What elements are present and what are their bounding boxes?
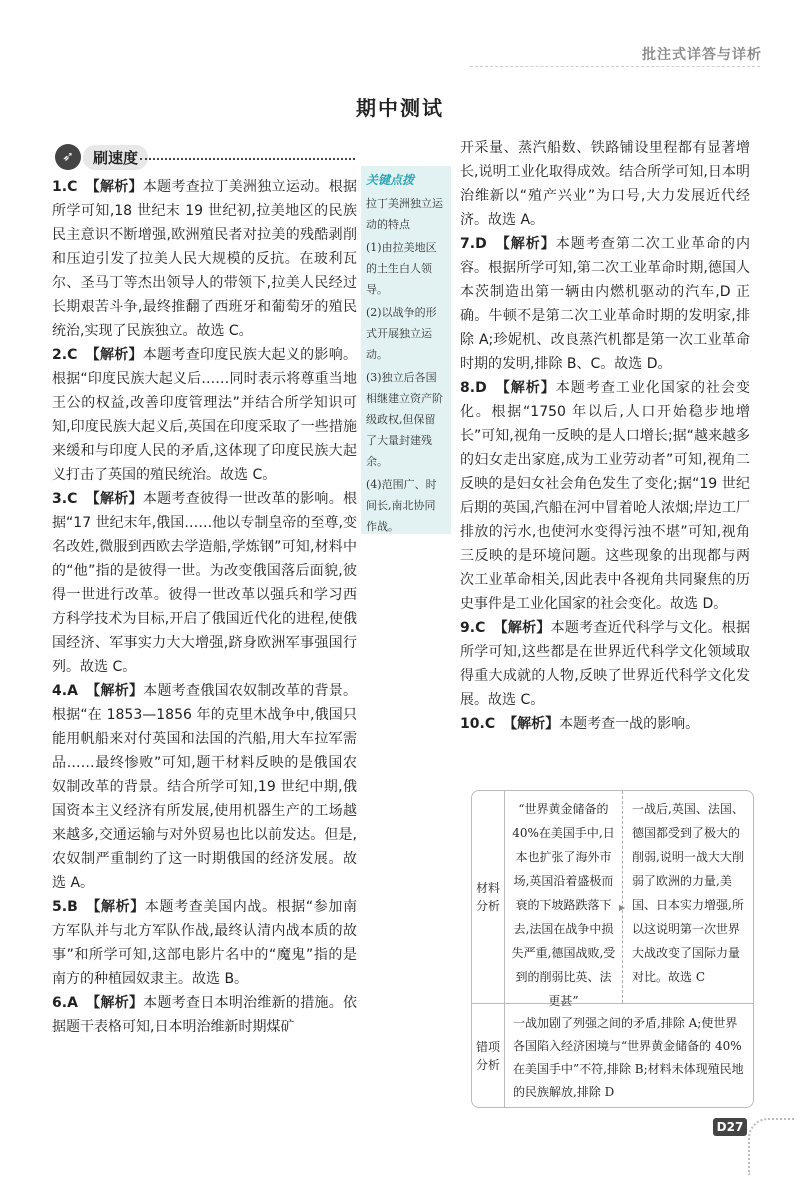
question-number: 5.	[52, 899, 68, 915]
question-text: 本题考查拉丁美洲独立运动。根据所学可知,18 世纪末 19 世纪初,拉美地区的民族民主意识不断增强,欧洲殖民者对拉美的残酷剥削和压迫引发了拉美人民大规模的反抗。在玻利瓦尔、圣马丁等杰出领导人的带领下,拉美人民经过长期艰苦斗争,最终推翻了西班牙和葡萄牙的殖民统治,实现了民族独立。故选 C。	[52, 179, 358, 339]
question-answer: A	[67, 683, 78, 699]
question-answer: C	[67, 179, 78, 195]
key-point-line: (3)独立后各国相继建立资产阶级政权,但保留了大量封建残余。	[366, 371, 443, 468]
page-title: 期中测试	[356, 96, 444, 120]
question-item	[52, 487, 357, 679]
question-number: 3.	[52, 491, 68, 507]
question-text: 本题考查印度民族大起义的影响。根据“印度民族大起义后……同时表示将尊重当地王公的权益,改善印度管理法”并结合所学知识可知,印度民族大起义后,英国在印度采取了一些措施来缓和与印度人民的矛盾,这体现了印度民族大起义打击了英国的殖民统治。故选 C。	[52, 347, 358, 483]
question-number: 6.	[52, 995, 68, 1011]
question-number: 2.	[52, 347, 68, 363]
question-item	[460, 376, 750, 616]
wrong-options-text: 一战加剧了列强之间的矛盾,排除 A;使世界各国陷入经济困境与“世界黄金储备的 40%在美国手中”不符,排除 B;材料未体现殖民地的民族解放,排除 D	[513, 1016, 744, 1099]
question-number: 4.	[52, 683, 68, 699]
question-item	[460, 232, 750, 376]
question-item	[52, 895, 357, 991]
question-number: 8.	[460, 380, 476, 396]
analysis-tag: 【解析】	[85, 995, 144, 1011]
header-divider	[470, 66, 760, 67]
question-number: 7.	[460, 236, 476, 252]
question-number: 1.	[52, 179, 68, 195]
question-answer: C	[67, 347, 78, 363]
analysis-tag: 【解析】	[85, 347, 143, 363]
key-point-line: (1)由拉美地区的土生白人领导。	[366, 241, 437, 296]
question-text: 本题考查彼得一世改革的影响。根据“17 世纪末年,俄国……他以专制皇帝的至尊,变名改姓,微服到西欧去学造船,学炼钢”可知,材料中的“他”指的是彼得一世。为改变俄国落后面貌,彼得一世进行改革。彼得一世改革以强兵和学习西方科学技术为目标,开启了俄国近代化的进程,使俄国经济、军事实力大大增强,跻身欧洲军事强国行列。故选 C。	[52, 491, 358, 675]
question-number: 10.	[460, 716, 485, 732]
material-analysis-row	[472, 791, 753, 1008]
question-item	[460, 712, 750, 736]
question-answer: C	[484, 716, 496, 732]
analysis-table	[471, 790, 754, 1108]
question-item	[460, 616, 750, 712]
question-answer: C	[67, 491, 78, 507]
question-answer: C	[475, 620, 486, 636]
page-number: D27	[713, 1118, 747, 1136]
section-badge-label: 刷速度	[83, 145, 148, 170]
question-number: 9.	[460, 620, 476, 636]
wrong-options-row	[472, 1004, 753, 1107]
question-item	[52, 343, 357, 487]
question-item	[52, 991, 357, 1039]
key-point-line: (4)范围广、时间长,南北协同作战。	[366, 478, 437, 533]
right-column	[460, 136, 750, 736]
material-explanation: 一战后,英国、法国、德国都受到了极大的削弱,说明一战大大削弱了欧洲的力量,美国、日本实力增强,所以这说明第一次世界大战改变了国际力量对比。故选 C	[632, 802, 744, 984]
question-answer: B	[67, 899, 78, 915]
material-analysis-label: 材料分析	[472, 791, 505, 1003]
question-text: 本题考查日本明治维新的措施。依据题干表格可知,日本明治维新时期煤矿	[52, 995, 358, 1035]
question-answer: D	[475, 380, 487, 396]
question-answer: D	[475, 236, 487, 252]
analysis-tag: 【解析】	[494, 380, 556, 396]
question-item	[52, 175, 357, 343]
key-points-title: 关键点拨	[366, 173, 415, 187]
question-text: 本题考查近代科学与文化。根据所学可知,这些都是在世界近代科学文化领域取得重大成就的人物,反映了世界近代科学文化发展。故选 C。	[460, 620, 751, 708]
material-quote: “世界黄金储备的40%在美国手中,日本也扩张了海外市场,英国沿着盛极而衰的下坡路跌落下去,法国在战争中损失严重,德国战败,受到的削弱比英、法更甚”	[505, 791, 623, 1003]
key-point-line: 拉丁美洲独立运动的特点	[366, 197, 443, 231]
key-point-line: (2)以战争的形式开展独立运动。	[366, 306, 437, 361]
section-badge	[55, 142, 148, 172]
continued-text: 开采量、蒸汽船数、铁路铺设里程都有显著增长,说明工业化取得成效。结合所学可知,日本明治维新以“殖产兴业”为口号,大力发展近代经济。故选 A。	[460, 140, 750, 228]
analysis-tag: 【解析】	[85, 491, 143, 507]
analysis-tag: 【解析】	[494, 236, 556, 252]
question-item	[52, 679, 357, 895]
key-points-sidebar	[361, 166, 451, 534]
question-text: 本题考查工业化国家的社会变化。根据“1750 年以后,人口开始稳步地增长”可知,视角一反映的是人口增长;据“越来越多的妇女走出家庭,成为工业劳动者”可知,视角二反映的是妇女社会角色发生了变化;据“19 世纪后期的英国,汽船在河中冒着呛人浓烟;岸边工厂排放的污水,也使河水变得污浊不堪”可知,视角三反映的是环境问题。这些现象的出现都与两次工业革命相关,因此表中各视角共同聚焦的历史事件是工业化国家的社会变化。故选 D。	[460, 380, 751, 612]
analysis-tag: 【解析】	[493, 620, 551, 636]
wrong-options-label: 错项分析	[472, 1004, 505, 1107]
question-text: 本题考查俄国农奴制改革的背景。根据“在 1853—1856 年的克里木战争中,俄国只能用帆船来对付英国和法国的汽船,用大车拉军需品……最终惨败”可知,题干材料反映的是俄国农奴制改革的背景。结合所学可知,19 世纪中期,俄国资本主义经济有所发展,使用机器生产的工场越来越多,交通运输与对外贸易也比以前发达。但是,农奴制严重制约了这一时期俄国的经济发展。故选 A。	[52, 683, 358, 891]
badge-divider	[140, 158, 355, 160]
left-column	[52, 175, 357, 1039]
question-text: 本题考查第二次工业革命的内容。根据所学可知,第二次工业革命时期,德国人本茨制造出第一辆由内燃机驱动的汽车,D 正确。牛顿不是第二次工业革命时期的发明家,排除 A;珍妮机、改良蒸汽机都是第一次工业革命时期的发明,排除 B、C。故选 D。	[460, 236, 751, 372]
analysis-tag: 【解析】	[85, 179, 143, 195]
header-title: 批注式详答与详析	[642, 47, 762, 63]
analysis-tag: 【解析】	[85, 683, 144, 699]
corner-decoration	[748, 1118, 795, 1175]
analysis-tag: 【解析】	[85, 899, 145, 915]
question-text: 本题考查一战的影响。	[559, 716, 700, 732]
analysis-tag: 【解析】	[503, 716, 560, 732]
question-answer: A	[67, 995, 78, 1011]
arrow-icon: ▶	[619, 903, 626, 912]
question-text: 本题考查美国内战。根据“参加南方军队并与北方军队作战,最终认清内战本质的故事”和所学可知,这部电影片名中的“魔鬼”指的是南方的种植园奴隶主。故选 B。	[52, 899, 358, 987]
rocket-icon: ➶	[55, 144, 81, 170]
